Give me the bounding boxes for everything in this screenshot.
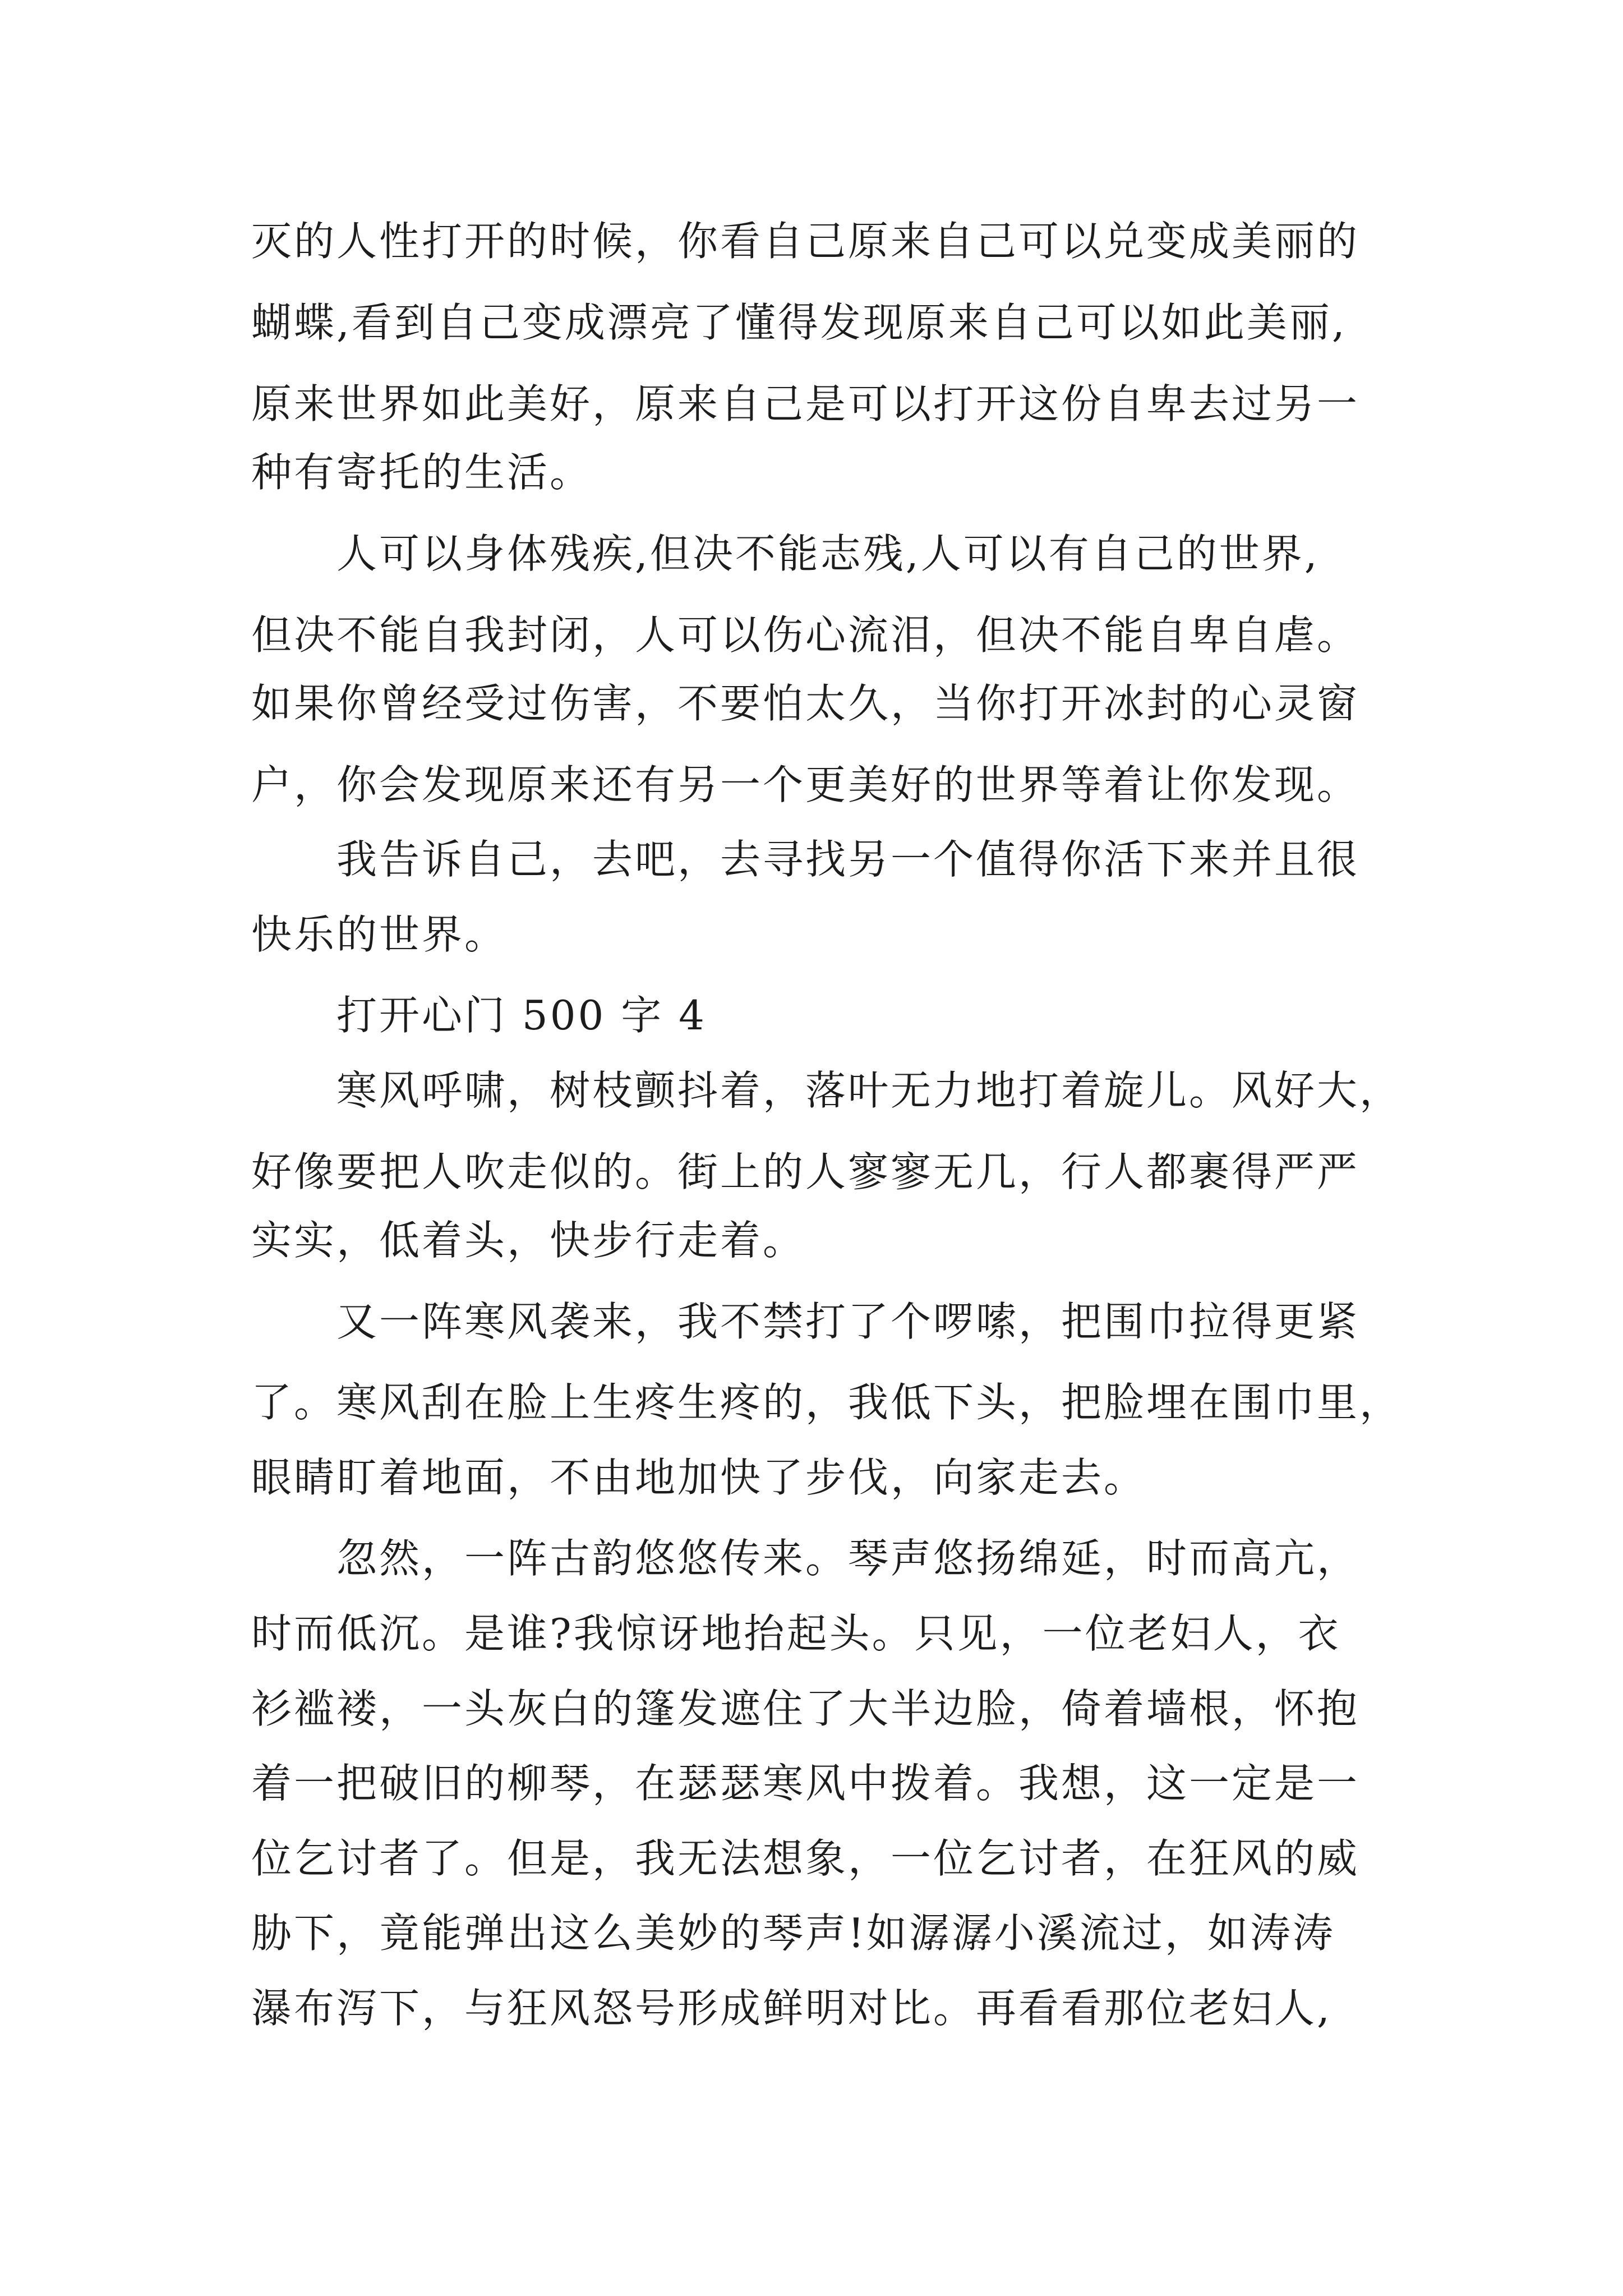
text-line: 时而低沉。是谁?我惊讶地抬起头。只见，一位老妇人，衣 [251,1610,1341,1657]
text-line: 了。寒风刮在脸上生疼生疼的，我低下头，把脸埋在围巾里， [251,1379,1403,1426]
text-line: 位乞讨者了。但是，我无法想象，一位乞讨者，在狂风的威 [251,1835,1360,1882]
text-line: 蝴蝶,看到自己变成漂亮了懂得发现原来自己可以如此美丽, [251,299,1347,346]
text-line: 瀑布泻下，与狂风怒号形成鲜明对比。再看看那位老妇人, [251,1985,1332,2032]
text-line: 人可以身体残疾,但决不能志残,人可以有自己的世界, [336,530,1320,577]
text-line: 寒风呼啸，树枝颤抖着，落叶无力地打着旋儿。风好大， [336,1067,1403,1114]
text-line: 我告诉自己，去吧，去寻找另一个值得你活下来并且很 [336,836,1360,883]
text-line: 实实，低着头，快步行走着。 [251,1217,806,1264]
text-line: 快乐的世界。 [251,911,508,958]
text-line: 种有寄托的生活。 [251,449,593,496]
text-line: 忽然，一阵古韵悠悠传来。琴声悠扬绵延，时而高亢， [336,1535,1360,1582]
text-line: 衫褴褛，一头灰白的篷发遮住了大半边脸，倚着墙根，怀抱 [251,1685,1360,1732]
text-line: 户，你会发现原来还有另一个更美好的世界等着让你发现。 [251,761,1360,808]
text-line: 又一阵寒风袭来，我不禁打了个啰嗦，把围巾拉得更紧 [336,1298,1360,1345]
text-line: 好像要把人吹走似的。街上的人寥寥无几，行人都裹得严严 [251,1148,1360,1195]
text-line: 灭的人性打开的时候，你看自己原来自己可以兑变成美丽的 [251,218,1360,265]
text-line: 如果你曾经受过伤害，不要怕太久，当你打开冰封的心灵窗 [251,680,1360,727]
text-line: 但决不能自我封闭，人可以伤心流泪，但决不能自卑自虐。 [251,611,1360,659]
text-line: 眼睛盯着地面，不由地加快了步伐，向家走去。 [251,1454,1147,1501]
text-line: 着一把破旧的柳琴，在瑟瑟寒风中拨着。我想，这一定是一 [251,1760,1360,1807]
text-line: 原来世界如此美好，原来自己是可以打开这份自卑去过另一 [251,380,1360,427]
section-heading: 打开心门 500 字 4 [336,992,707,1039]
text-line: 胁下，竟能弹出这么美妙的琴声!如潺潺小溪流过，如涛涛 [251,1910,1335,1957]
